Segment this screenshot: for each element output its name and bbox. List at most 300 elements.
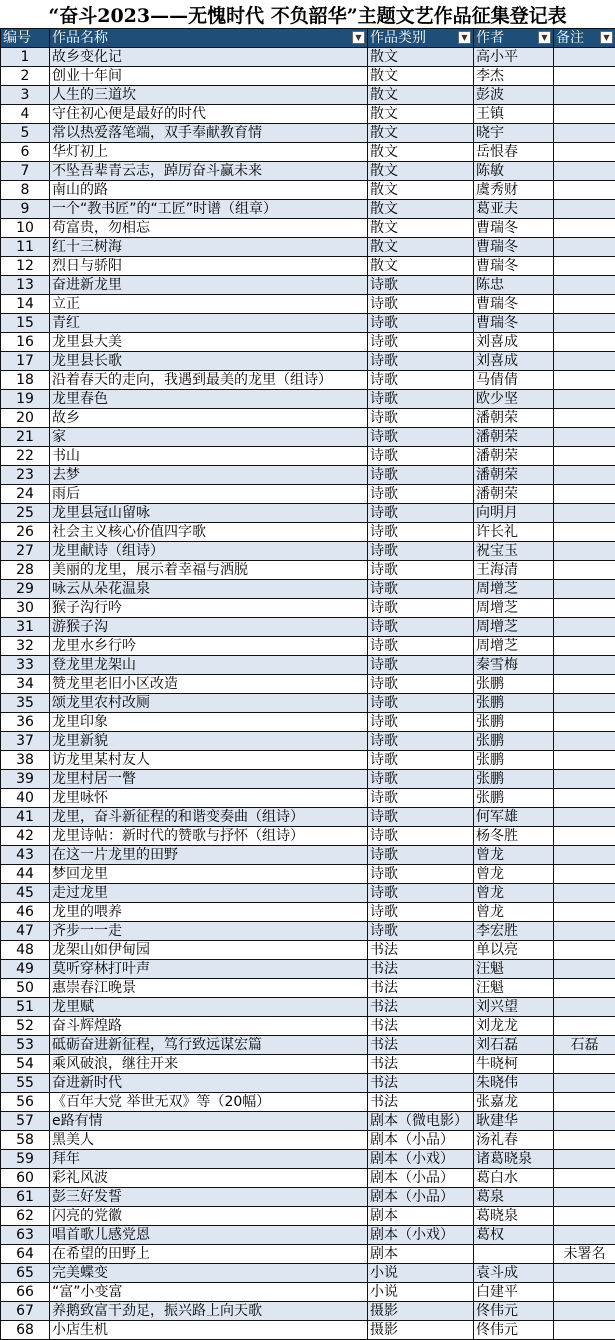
- cell-number[interactable]: 16: [1, 333, 50, 352]
- cell-work-name[interactable]: 齐步一一走: [50, 922, 368, 941]
- cell-note[interactable]: [554, 181, 615, 200]
- cell-work-name[interactable]: 龙里水乡行吟: [50, 637, 368, 656]
- cell-work-type[interactable]: 诗歌: [368, 675, 474, 694]
- cell-note[interactable]: [554, 751, 615, 770]
- cell-work-type[interactable]: 诗歌: [368, 599, 474, 618]
- cell-work-type[interactable]: 诗歌: [368, 618, 474, 637]
- cell-number[interactable]: 56: [1, 1093, 50, 1112]
- cell-note[interactable]: [554, 1188, 615, 1207]
- cell-author[interactable]: 晓宇: [474, 124, 554, 143]
- cell-number[interactable]: 4: [1, 105, 50, 124]
- cell-work-type[interactable]: 剧本（小品）: [368, 1169, 474, 1188]
- cell-note[interactable]: [554, 1131, 615, 1150]
- cell-number[interactable]: 36: [1, 713, 50, 732]
- cell-number[interactable]: 67: [1, 1302, 50, 1321]
- cell-work-type[interactable]: 诗歌: [368, 884, 474, 903]
- cell-work-name[interactable]: 拜年: [50, 1150, 368, 1169]
- cell-number[interactable]: 33: [1, 656, 50, 675]
- cell-number[interactable]: 27: [1, 542, 50, 561]
- cell-work-type[interactable]: 剧本（小戏）: [368, 1150, 474, 1169]
- cell-number[interactable]: 10: [1, 219, 50, 238]
- cell-number[interactable]: 29: [1, 580, 50, 599]
- cell-note[interactable]: [554, 675, 615, 694]
- cell-author[interactable]: 周增芝: [474, 618, 554, 637]
- cell-author[interactable]: 葛泉: [474, 1188, 554, 1207]
- cell-work-name[interactable]: 梦回龙里: [50, 865, 368, 884]
- cell-note[interactable]: [554, 162, 615, 181]
- cell-number[interactable]: 41: [1, 808, 50, 827]
- cell-work-name[interactable]: 在希望的田野上: [50, 1245, 368, 1264]
- cell-note[interactable]: [554, 618, 615, 637]
- cell-author[interactable]: 张鹏: [474, 789, 554, 808]
- cell-number[interactable]: 9: [1, 200, 50, 219]
- cell-work-type[interactable]: 诗歌: [368, 770, 474, 789]
- cell-note[interactable]: [554, 485, 615, 504]
- cell-work-type[interactable]: 摄影: [368, 1302, 474, 1321]
- cell-work-type[interactable]: 书法: [368, 1036, 474, 1055]
- cell-work-type[interactable]: 散文: [368, 257, 474, 276]
- cell-note[interactable]: [554, 1150, 615, 1169]
- filter-dropdown-icon[interactable]: ▼: [538, 31, 551, 44]
- cell-work-type[interactable]: 书法: [368, 979, 474, 998]
- cell-work-type[interactable]: 诗歌: [368, 314, 474, 333]
- cell-work-type[interactable]: 摄影: [368, 1321, 474, 1340]
- cell-work-type[interactable]: 诗歌: [368, 922, 474, 941]
- cell-author[interactable]: 曾龙: [474, 903, 554, 922]
- cell-work-name[interactable]: 立正: [50, 295, 368, 314]
- cell-author[interactable]: 佟伟元: [474, 1321, 554, 1340]
- cell-author[interactable]: 葛白水: [474, 1169, 554, 1188]
- cell-work-type[interactable]: 诗歌: [368, 352, 474, 371]
- cell-work-name[interactable]: 不坠吾辈青云志，踔厉奋斗赢未来: [50, 162, 368, 181]
- cell-work-name[interactable]: 龙里咏怀: [50, 789, 368, 808]
- cell-author[interactable]: 汪魁: [474, 960, 554, 979]
- cell-work-type[interactable]: 书法: [368, 1055, 474, 1074]
- cell-work-name[interactable]: 龙架山如伊甸园: [50, 941, 368, 960]
- cell-author[interactable]: 许长礼: [474, 523, 554, 542]
- cell-note[interactable]: [554, 1112, 615, 1131]
- cell-note[interactable]: [554, 884, 615, 903]
- cell-work-name[interactable]: 小店生机: [50, 1321, 368, 1340]
- cell-work-name[interactable]: 书山: [50, 447, 368, 466]
- cell-author[interactable]: 葛晓泉: [474, 1207, 554, 1226]
- cell-note[interactable]: [554, 276, 615, 295]
- cell-author[interactable]: 单以亮: [474, 941, 554, 960]
- cell-number[interactable]: 31: [1, 618, 50, 637]
- cell-note[interactable]: [554, 770, 615, 789]
- cell-work-type[interactable]: 诗歌: [368, 637, 474, 656]
- cell-note[interactable]: [554, 504, 615, 523]
- cell-work-name[interactable]: 守住初心便是最好的时代: [50, 105, 368, 124]
- cell-author[interactable]: 张鹏: [474, 713, 554, 732]
- cell-author[interactable]: 刘龙龙: [474, 1017, 554, 1036]
- cell-author[interactable]: 曹瑞冬: [474, 314, 554, 333]
- cell-work-type[interactable]: 诗歌: [368, 561, 474, 580]
- cell-work-type[interactable]: 诗歌: [368, 656, 474, 675]
- cell-work-name[interactable]: 奋斗辉煌路: [50, 1017, 368, 1036]
- cell-number[interactable]: 19: [1, 390, 50, 409]
- cell-author[interactable]: 潘朝荣: [474, 485, 554, 504]
- cell-author[interactable]: 曹瑞冬: [474, 219, 554, 238]
- cell-work-name[interactable]: 故乡变化记: [50, 48, 368, 67]
- cell-note[interactable]: [554, 333, 615, 352]
- cell-author[interactable]: 何军雄: [474, 808, 554, 827]
- cell-author[interactable]: 秦雪梅: [474, 656, 554, 675]
- cell-work-type[interactable]: 书法: [368, 1074, 474, 1093]
- cell-work-name[interactable]: 创业十年间: [50, 67, 368, 86]
- cell-work-name[interactable]: 《百年大党 举世无双》等（20幅）: [50, 1093, 368, 1112]
- cell-work-name[interactable]: 青红: [50, 314, 368, 333]
- cell-author[interactable]: 汪魁: [474, 979, 554, 998]
- cell-note[interactable]: [554, 998, 615, 1017]
- cell-note[interactable]: [554, 960, 615, 979]
- cell-work-name[interactable]: 龙里赋: [50, 998, 368, 1017]
- cell-number[interactable]: 7: [1, 162, 50, 181]
- cell-number[interactable]: 63: [1, 1226, 50, 1245]
- cell-note[interactable]: [554, 523, 615, 542]
- cell-author[interactable]: 袁斗成: [474, 1264, 554, 1283]
- cell-number[interactable]: 40: [1, 789, 50, 808]
- filter-dropdown-icon[interactable]: ▼: [600, 31, 613, 44]
- cell-note[interactable]: [554, 1207, 615, 1226]
- cell-work-name[interactable]: 龙里献诗（组诗）: [50, 542, 368, 561]
- cell-author[interactable]: 葛权: [474, 1226, 554, 1245]
- cell-note[interactable]: [554, 561, 615, 580]
- cell-work-type[interactable]: 诗歌: [368, 428, 474, 447]
- cell-author[interactable]: 李杰: [474, 67, 554, 86]
- cell-number[interactable]: 3: [1, 86, 50, 105]
- filter-dropdown-icon[interactable]: ▼: [352, 31, 365, 44]
- cell-author[interactable]: 曹瑞冬: [474, 257, 554, 276]
- cell-note[interactable]: [554, 789, 615, 808]
- cell-work-type[interactable]: 书法: [368, 998, 474, 1017]
- cell-work-type[interactable]: 剧本（微电影）: [368, 1112, 474, 1131]
- cell-work-name[interactable]: 龙里，奋斗新征程的和谐变奏曲（组诗）: [50, 808, 368, 827]
- cell-author[interactable]: 周增芝: [474, 580, 554, 599]
- cell-note[interactable]: [554, 219, 615, 238]
- cell-note[interactable]: [554, 1017, 615, 1036]
- cell-work-type[interactable]: 剧本: [368, 1207, 474, 1226]
- cell-number[interactable]: 47: [1, 922, 50, 941]
- cell-work-name[interactable]: 龙里县大美: [50, 333, 368, 352]
- cell-note[interactable]: [554, 637, 615, 656]
- cell-author[interactable]: 高小平: [474, 48, 554, 67]
- cell-number[interactable]: 38: [1, 751, 50, 770]
- cell-number[interactable]: 32: [1, 637, 50, 656]
- cell-work-name[interactable]: 社会主义核心价值四字歌: [50, 523, 368, 542]
- cell-number[interactable]: 8: [1, 181, 50, 200]
- cell-author[interactable]: 朱晓伟: [474, 1074, 554, 1093]
- cell-number[interactable]: 2: [1, 67, 50, 86]
- cell-number[interactable]: 43: [1, 846, 50, 865]
- cell-work-name[interactable]: 南山的路: [50, 181, 368, 200]
- cell-number[interactable]: 68: [1, 1321, 50, 1340]
- cell-work-name[interactable]: 登龙里龙架山: [50, 656, 368, 675]
- cell-work-name[interactable]: 访龙里某村友人: [50, 751, 368, 770]
- cell-work-name[interactable]: 唱首歌儿感党恩: [50, 1226, 368, 1245]
- cell-number[interactable]: 15: [1, 314, 50, 333]
- cell-number[interactable]: 13: [1, 276, 50, 295]
- header-work-type[interactable]: 作品类别 ▼: [368, 29, 474, 48]
- cell-number[interactable]: 12: [1, 257, 50, 276]
- cell-work-type[interactable]: 散文: [368, 67, 474, 86]
- cell-note[interactable]: [554, 865, 615, 884]
- cell-author[interactable]: 刘兴望: [474, 998, 554, 1017]
- cell-number[interactable]: 48: [1, 941, 50, 960]
- cell-author[interactable]: 欧少坚: [474, 390, 554, 409]
- cell-work-type[interactable]: 诗歌: [368, 371, 474, 390]
- cell-note[interactable]: [554, 1169, 615, 1188]
- cell-author[interactable]: 白建平: [474, 1283, 554, 1302]
- cell-note[interactable]: [554, 903, 615, 922]
- cell-work-name[interactable]: 养鹅致富干劲足，振兴路上向天歌: [50, 1302, 368, 1321]
- cell-number[interactable]: 26: [1, 523, 50, 542]
- cell-work-type[interactable]: 诗歌: [368, 789, 474, 808]
- cell-number[interactable]: 53: [1, 1036, 50, 1055]
- cell-note[interactable]: [554, 371, 615, 390]
- cell-note[interactable]: [554, 1264, 615, 1283]
- cell-work-type[interactable]: 诗歌: [368, 447, 474, 466]
- cell-work-type[interactable]: 诗歌: [368, 827, 474, 846]
- filter-dropdown-icon[interactable]: ▼: [458, 31, 471, 44]
- cell-number[interactable]: 51: [1, 998, 50, 1017]
- cell-work-name[interactable]: 红十三树海: [50, 238, 368, 257]
- cell-number[interactable]: 60: [1, 1169, 50, 1188]
- cell-author[interactable]: 陈敏: [474, 162, 554, 181]
- cell-work-name[interactable]: 龙里县冠山留咏: [50, 504, 368, 523]
- cell-author[interactable]: 潘朝荣: [474, 428, 554, 447]
- cell-note[interactable]: 石磊: [554, 1036, 615, 1055]
- cell-note[interactable]: [554, 1055, 615, 1074]
- cell-note[interactable]: [554, 922, 615, 941]
- cell-number[interactable]: 65: [1, 1264, 50, 1283]
- cell-work-type[interactable]: 散文: [368, 48, 474, 67]
- cell-work-type[interactable]: 诗歌: [368, 903, 474, 922]
- cell-work-type[interactable]: 剧本（小品）: [368, 1188, 474, 1207]
- cell-note[interactable]: [554, 713, 615, 732]
- cell-number[interactable]: 34: [1, 675, 50, 694]
- cell-number[interactable]: 23: [1, 466, 50, 485]
- cell-work-name[interactable]: 彭三好发誓: [50, 1188, 368, 1207]
- cell-author[interactable]: 刘石磊: [474, 1036, 554, 1055]
- cell-work-type[interactable]: 诗歌: [368, 580, 474, 599]
- cell-note[interactable]: [554, 409, 615, 428]
- cell-note[interactable]: [554, 390, 615, 409]
- cell-work-name[interactable]: 烈日与骄阳: [50, 257, 368, 276]
- cell-note[interactable]: [554, 48, 615, 67]
- cell-work-type[interactable]: 散文: [368, 124, 474, 143]
- cell-author[interactable]: 王海清: [474, 561, 554, 580]
- cell-work-name[interactable]: 一个“教书匠”的“工匠”时谱（组章）: [50, 200, 368, 219]
- cell-author[interactable]: 张嘉龙: [474, 1093, 554, 1112]
- cell-note[interactable]: [554, 1226, 615, 1245]
- cell-note[interactable]: [554, 1302, 615, 1321]
- cell-number[interactable]: 57: [1, 1112, 50, 1131]
- cell-number[interactable]: 37: [1, 732, 50, 751]
- cell-number[interactable]: 55: [1, 1074, 50, 1093]
- cell-work-type[interactable]: 诗歌: [368, 485, 474, 504]
- cell-number[interactable]: 66: [1, 1283, 50, 1302]
- cell-author[interactable]: 潘朝荣: [474, 447, 554, 466]
- cell-author[interactable]: 佟伟元: [474, 1302, 554, 1321]
- cell-author[interactable]: 张鹏: [474, 694, 554, 713]
- cell-number[interactable]: 42: [1, 827, 50, 846]
- cell-number[interactable]: 64: [1, 1245, 50, 1264]
- cell-work-type[interactable]: 诗歌: [368, 713, 474, 732]
- cell-author[interactable]: 岳恨春: [474, 143, 554, 162]
- cell-note[interactable]: [554, 827, 615, 846]
- cell-work-name[interactable]: 人生的三道坎: [50, 86, 368, 105]
- cell-number[interactable]: 1: [1, 48, 50, 67]
- cell-author[interactable]: 杨冬胜: [474, 827, 554, 846]
- cell-note[interactable]: [554, 238, 615, 257]
- cell-work-type[interactable]: 诗歌: [368, 295, 474, 314]
- cell-work-name[interactable]: 乘风破浪，继往开来: [50, 1055, 368, 1074]
- cell-work-type[interactable]: 散文: [368, 200, 474, 219]
- cell-number[interactable]: 18: [1, 371, 50, 390]
- cell-author[interactable]: 牛晓柯: [474, 1055, 554, 1074]
- cell-note[interactable]: [554, 1321, 615, 1340]
- cell-number[interactable]: 44: [1, 865, 50, 884]
- cell-note[interactable]: [554, 732, 615, 751]
- cell-note[interactable]: [554, 143, 615, 162]
- header-work-name[interactable]: 作品名称 ▼: [50, 29, 368, 48]
- cell-author[interactable]: 周增芝: [474, 599, 554, 618]
- cell-work-type[interactable]: 诗歌: [368, 865, 474, 884]
- cell-work-type[interactable]: 书法: [368, 1017, 474, 1036]
- cell-work-type[interactable]: 书法: [368, 941, 474, 960]
- cell-author[interactable]: 张鹏: [474, 675, 554, 694]
- cell-author[interactable]: 诸葛晓泉: [474, 1150, 554, 1169]
- cell-work-name[interactable]: 砥砺奋进新征程，笃行致远谋宏篇: [50, 1036, 368, 1055]
- cell-author[interactable]: 李宏胜: [474, 922, 554, 941]
- cell-work-name[interactable]: 猴子沟行吟: [50, 599, 368, 618]
- cell-author[interactable]: 潘朝荣: [474, 409, 554, 428]
- cell-work-name[interactable]: 龙里新貌: [50, 732, 368, 751]
- cell-work-name[interactable]: 家: [50, 428, 368, 447]
- cell-number[interactable]: 5: [1, 124, 50, 143]
- cell-work-type[interactable]: 诗歌: [368, 694, 474, 713]
- cell-number[interactable]: 21: [1, 428, 50, 447]
- cell-work-type[interactable]: 散文: [368, 238, 474, 257]
- cell-work-name[interactable]: 奋进新龙里: [50, 276, 368, 295]
- cell-work-name[interactable]: 彩礼风波: [50, 1169, 368, 1188]
- cell-work-type[interactable]: 诗歌: [368, 751, 474, 770]
- cell-work-name[interactable]: 完美蝶变: [50, 1264, 368, 1283]
- cell-work-type[interactable]: 书法: [368, 960, 474, 979]
- cell-author[interactable]: 张鹏: [474, 732, 554, 751]
- cell-number[interactable]: 11: [1, 238, 50, 257]
- cell-note[interactable]: [554, 979, 615, 998]
- cell-number[interactable]: 35: [1, 694, 50, 713]
- cell-work-type[interactable]: 散文: [368, 181, 474, 200]
- cell-note[interactable]: [554, 352, 615, 371]
- cell-number[interactable]: 62: [1, 1207, 50, 1226]
- cell-number[interactable]: 52: [1, 1017, 50, 1036]
- cell-number[interactable]: 6: [1, 143, 50, 162]
- cell-number[interactable]: 50: [1, 979, 50, 998]
- cell-note[interactable]: [554, 67, 615, 86]
- cell-work-type[interactable]: 诗歌: [368, 808, 474, 827]
- cell-number[interactable]: 46: [1, 903, 50, 922]
- cell-author[interactable]: 刘喜成: [474, 333, 554, 352]
- cell-number[interactable]: 14: [1, 295, 50, 314]
- cell-work-name[interactable]: 龙里春色: [50, 390, 368, 409]
- cell-work-name[interactable]: 常以热爱落笔端，双手奉献教育情: [50, 124, 368, 143]
- cell-work-type[interactable]: 散文: [368, 105, 474, 124]
- header-note[interactable]: 备注 ▼: [554, 29, 615, 48]
- cell-author[interactable]: 曾龙: [474, 884, 554, 903]
- cell-note[interactable]: [554, 86, 615, 105]
- cell-author[interactable]: 周增芝: [474, 637, 554, 656]
- cell-author[interactable]: 祝宝玉: [474, 542, 554, 561]
- cell-author[interactable]: 彭波: [474, 86, 554, 105]
- cell-work-name[interactable]: 闪亮的党徽: [50, 1207, 368, 1226]
- cell-work-name[interactable]: 龙里的喂养: [50, 903, 368, 922]
- cell-author[interactable]: 陈忠: [474, 276, 554, 295]
- cell-work-type[interactable]: 诗歌: [368, 542, 474, 561]
- cell-work-name[interactable]: 华灯初上: [50, 143, 368, 162]
- cell-work-name[interactable]: e路有情: [50, 1112, 368, 1131]
- cell-work-name[interactable]: 苟富贵，勿相忘: [50, 219, 368, 238]
- cell-author[interactable]: [474, 1245, 554, 1264]
- cell-number[interactable]: 28: [1, 561, 50, 580]
- cell-work-name[interactable]: 龙里诗帖：新时代的赞歌与抒怀（组诗）: [50, 827, 368, 846]
- cell-work-name[interactable]: 莫听穿林打叶声: [50, 960, 368, 979]
- cell-number[interactable]: 17: [1, 352, 50, 371]
- cell-note[interactable]: [554, 295, 615, 314]
- cell-note[interactable]: [554, 941, 615, 960]
- cell-author[interactable]: 虞秀财: [474, 181, 554, 200]
- cell-work-type[interactable]: 诗歌: [368, 390, 474, 409]
- cell-note[interactable]: [554, 257, 615, 276]
- cell-number[interactable]: 22: [1, 447, 50, 466]
- cell-work-name[interactable]: 去梦: [50, 466, 368, 485]
- cell-note[interactable]: [554, 447, 615, 466]
- cell-work-name[interactable]: 游猴子沟: [50, 618, 368, 637]
- cell-work-type[interactable]: 小说: [368, 1283, 474, 1302]
- cell-number[interactable]: 49: [1, 960, 50, 979]
- cell-work-name[interactable]: “富”小变富: [50, 1283, 368, 1302]
- cell-note[interactable]: [554, 1074, 615, 1093]
- cell-work-type[interactable]: 诗歌: [368, 276, 474, 295]
- cell-work-type[interactable]: 诗歌: [368, 409, 474, 428]
- cell-work-type[interactable]: 诗歌: [368, 523, 474, 542]
- cell-author[interactable]: 汤礼春: [474, 1131, 554, 1150]
- cell-author[interactable]: 曹瑞冬: [474, 238, 554, 257]
- cell-note[interactable]: [554, 542, 615, 561]
- cell-note[interactable]: [554, 656, 615, 675]
- cell-note[interactable]: [554, 428, 615, 447]
- cell-work-type[interactable]: 诗歌: [368, 846, 474, 865]
- cell-work-type[interactable]: 散文: [368, 219, 474, 238]
- cell-work-name[interactable]: 颂龙里农村改厕: [50, 694, 368, 713]
- cell-work-type[interactable]: 诗歌: [368, 732, 474, 751]
- cell-author[interactable]: 葛亚夫: [474, 200, 554, 219]
- cell-number[interactable]: 24: [1, 485, 50, 504]
- cell-number[interactable]: 25: [1, 504, 50, 523]
- cell-work-type[interactable]: 散文: [368, 143, 474, 162]
- cell-work-type[interactable]: 剧本: [368, 1245, 474, 1264]
- cell-work-name[interactable]: 在这一片龙里的田野: [50, 846, 368, 865]
- cell-work-name[interactable]: 龙里村居一瞥: [50, 770, 368, 789]
- cell-author[interactable]: 王镇: [474, 105, 554, 124]
- cell-work-type[interactable]: 诗歌: [368, 333, 474, 352]
- cell-author[interactable]: 向明月: [474, 504, 554, 523]
- cell-author[interactable]: 张鹏: [474, 770, 554, 789]
- cell-author[interactable]: 张鹏: [474, 751, 554, 770]
- cell-note[interactable]: [554, 580, 615, 599]
